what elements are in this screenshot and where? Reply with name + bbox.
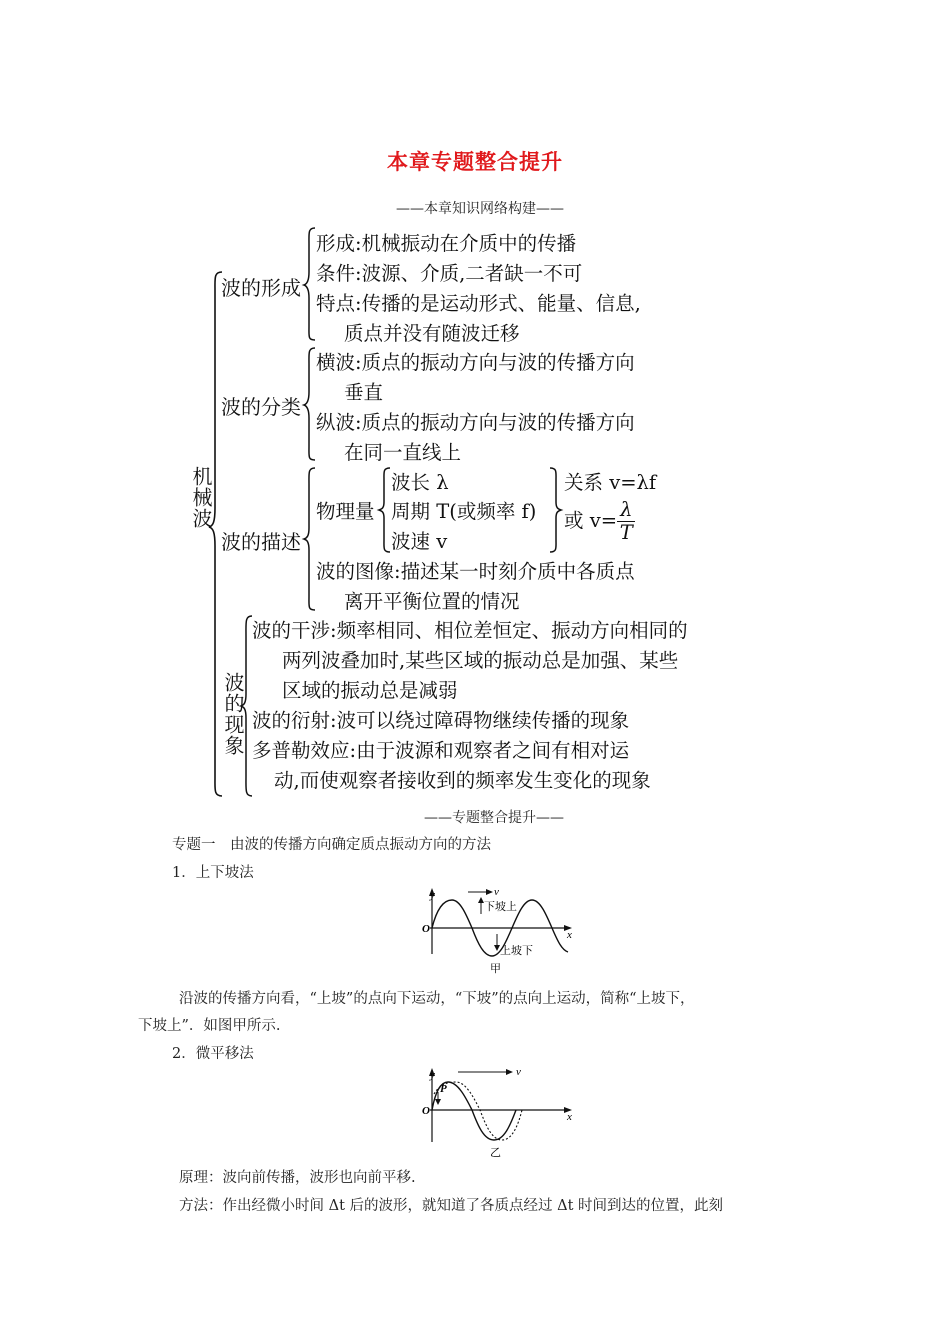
figure-jia: [420, 884, 582, 976]
arrow-down-icon: [435, 1099, 441, 1105]
figure-caption: 乙: [490, 1147, 501, 1158]
root-node: 机械波: [189, 466, 213, 529]
y-label: y: [430, 889, 435, 901]
x-label: x: [567, 1111, 572, 1123]
velocity-arrow-icon: [486, 889, 493, 895]
classification-item: 垂直: [344, 381, 384, 404]
description-label: 波的描述: [221, 530, 301, 554]
velocity-arrow-icon: [506, 1069, 513, 1075]
phenomena-line: 波的衍射:波可以绕过障碍物继续传播的现象: [252, 709, 630, 732]
wave-image-line: 离开平衡位置的情况: [344, 590, 520, 613]
formation-item: 特点:传播的是运动形式、能量、信息,: [316, 292, 641, 315]
description-brace: [303, 466, 317, 612]
method-text: 方法：作出经微小时间 Δt 后的波形，就知道了各质点经过 Δt 时间到达的位置，此刻: [179, 1198, 724, 1214]
up-down-label: 上坡下: [500, 945, 533, 957]
y-label: y: [430, 1069, 435, 1081]
relation-prefix: 或 v=: [564, 509, 618, 532]
classification-item: 纵波:质点的振动方向与波的传播方向: [316, 411, 635, 434]
quantity-item: 周期 T(或频率 f): [391, 500, 537, 523]
fraction-numerator: λ: [617, 499, 635, 522]
classification-brace: [303, 346, 317, 462]
relation-brace: [548, 466, 562, 554]
classification-label: 波的分类: [221, 395, 301, 419]
wave-image-line: 波的图像:描述某一时刻介质中各质点: [316, 560, 635, 583]
formation-item: 条件:波源、介质,二者缺一不可: [316, 262, 583, 285]
p-label: P: [440, 1083, 447, 1095]
quantity-brace: [378, 466, 392, 554]
paragraph: 下坡上”．如图甲所示.: [138, 1018, 281, 1034]
formation-item: 质点并没有随波迁移: [344, 322, 520, 345]
phenomena-line: 动,而使观察者接收到的频率发生变化的现象: [274, 769, 651, 792]
page-title: 本章专题整合提升: [387, 149, 563, 174]
fraction: [617, 499, 635, 544]
down-up-label: 下坡上: [484, 901, 517, 913]
v-label: v: [516, 1066, 521, 1078]
phenomena-line: 区域的振动总是减弱: [282, 679, 458, 702]
physical-quantity-label: 物理量: [316, 500, 375, 523]
x-label: x: [567, 929, 572, 941]
integration-heading: ——专题整合提升——: [424, 810, 564, 826]
relation-formula-alt: [564, 499, 635, 544]
origin-label: O: [422, 923, 430, 935]
network-heading: ——本章知识网络构建——: [396, 201, 564, 217]
origin-label: O: [422, 1105, 430, 1117]
classification-item: 在同一直线上: [344, 441, 462, 464]
v-label: v: [494, 886, 499, 898]
formation-item: 形成:机械振动在介质中的传播: [316, 232, 577, 255]
formation-brace: [303, 226, 317, 342]
quantity-item: 波长 λ: [391, 471, 449, 494]
topic-heading: 专题一 由波的传播方向确定质点振动方向的方法: [172, 837, 491, 853]
quantity-item: 波速 v: [391, 530, 448, 553]
phenomena-label: 波的现象: [221, 672, 245, 756]
method-heading: 1．上下坡法: [172, 865, 254, 881]
relation-formula: 关系 v=λf: [564, 471, 657, 494]
classification-item: 横波:质点的振动方向与波的传播方向: [316, 351, 635, 374]
figure-caption: 甲: [490, 963, 501, 975]
phenomena-line: 多普勒效应:由于波源和观察者之间有相对运: [252, 739, 630, 762]
phenomena-line: 波的干涉:频率相同、相位差恒定、振动方向相同的: [252, 619, 688, 642]
principle-text: 原理：波向前传播，波形也向前平移.: [179, 1170, 416, 1186]
paragraph: 沿波的传播方向看，“上坡”的点向下运动，“下坡”的点向上运动，简称“上坡下，: [179, 991, 695, 1007]
formation-label: 波的形成: [221, 276, 301, 300]
shifted-wave-curve: [434, 1082, 522, 1140]
method-heading: 2．微平移法: [172, 1046, 254, 1062]
phenomena-line: 两列波叠加时,某些区域的振动总是加强、某些: [282, 649, 679, 672]
figure-yi: [420, 1064, 582, 1158]
fraction-denominator: T: [619, 521, 633, 544]
